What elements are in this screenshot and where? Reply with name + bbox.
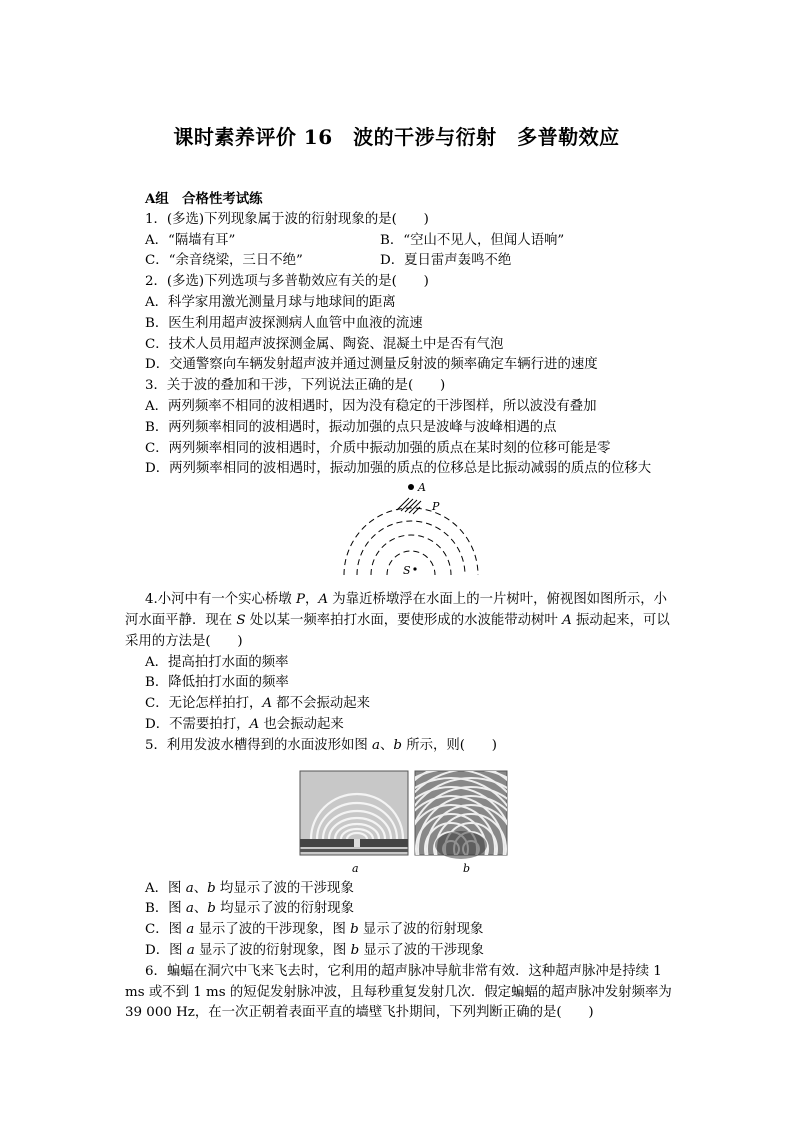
q3-option-a: A．两列频率不相同的波相遇时，因为没有稳定的干涉图样，所以波没有叠加 — [145, 398, 597, 414]
leaf-a-dot — [408, 484, 414, 490]
text-segment: 6．蝙蝠在洞穴中飞来飞去时，它利用的超声脉冲导航非常有效．这种超声脉冲是持续 1 — [145, 963, 662, 979]
italic-variable: b — [350, 942, 360, 958]
italic-variable: A — [249, 716, 260, 732]
q6-line-1 — [125, 962, 685, 983]
italic-variable: A — [318, 592, 329, 608]
ripple-images — [125, 757, 685, 879]
q4-option-b — [125, 673, 685, 694]
q4-line-3 — [125, 632, 685, 653]
text-segment: 、 — [380, 737, 394, 753]
q6-line-2 — [125, 983, 685, 1004]
text-segment: 5．利用发波水槽得到的水面波形如图 — [145, 737, 373, 753]
text-segment: 为靠近桥墩浮在水面上的一片树叶，俯视图如图所示，小 — [328, 592, 668, 608]
text-segment: 显示了波的干涉现象 — [359, 942, 484, 958]
q5-option-b — [125, 899, 685, 920]
group-heading: A组 合格性考试练 — [145, 191, 263, 207]
bridge-pier-figure — [125, 480, 685, 590]
q4-option-c — [125, 694, 685, 715]
text-segment: C．图 — [145, 922, 187, 938]
text-segment: 显示了波的衍射现象 — [358, 922, 484, 938]
pier-hatch — [397, 498, 421, 514]
ripple-tank-figure — [125, 757, 685, 879]
italic-variable: b — [350, 922, 359, 938]
q3-option-b: B．两列频率相同的波相遇时，振动加强的点只是波峰与波峰相遇的点 — [145, 419, 557, 435]
q1-options-row1 — [125, 231, 685, 252]
text-segment: 都不会振动起来 — [272, 696, 371, 712]
italic-variable: b — [207, 901, 216, 917]
italic-variable: A — [562, 612, 572, 628]
q1-option-a: A．“隔墙有耳” — [145, 232, 236, 248]
text-segment: A．提高拍打水面的频率 — [145, 654, 289, 670]
label-a: A — [418, 481, 426, 495]
italic-variable: a — [186, 942, 195, 958]
label-s: S — [403, 564, 411, 578]
text-segment: 振动起来，可以 — [571, 612, 670, 628]
text-segment: ms 或不到 1 ms 的短促发射脉冲波，且每秒重复发射几次．假定蝙蝠的超声脉冲发射频率为 — [125, 984, 672, 1000]
source-s-dot — [413, 568, 416, 571]
q2-option-b: B．医生利用超声波探测病人血管中血液的流速 — [145, 315, 423, 331]
italic-variable: S — [236, 612, 246, 628]
text-segment: 也会振动起来 — [259, 716, 344, 732]
document-body — [125, 189, 685, 1024]
italic-variable: a — [185, 901, 194, 917]
q2-option-c: C．技术人员用超声波探测金属、陶瓷、混凝土中是否有气泡 — [145, 336, 504, 352]
q4-option-d — [125, 715, 685, 736]
text-segment: B．图 — [145, 901, 186, 917]
q3-option-d: D．两列频率相同的波相遇时，振动加强的质点的位移总是比振动减弱的质点的位移大 — [145, 461, 652, 477]
text-segment: 所示，则( ) — [401, 737, 498, 753]
q4-line-2 — [125, 611, 685, 632]
text-segment: 河水面平静．现在 — [125, 612, 237, 628]
text-segment: D．图 — [145, 942, 187, 958]
text-segment: 、 — [193, 901, 208, 917]
text-segment: 39 000 Hz，在一次正朝着表面平直的墙壁飞扑期间，下列判断正确的是( ) — [125, 1005, 594, 1021]
text-segment: 处以某一频率拍打水面，要使形成的水波能带动树叶 — [245, 612, 563, 628]
q2-option-d: D．交通警察向车辆发射超声波并通过测量反射波的频率确定车辆行进的速度 — [145, 357, 598, 373]
text-segment: 、 — [193, 880, 208, 896]
q5-option-c — [125, 920, 685, 941]
image-a-diffraction — [300, 771, 408, 855]
italic-variable: b — [393, 737, 402, 753]
q5-stem — [125, 736, 685, 757]
caption-b: b — [463, 861, 471, 875]
page-title: 课时素养评价 16 波的干涉与衍射 多普勒效应 — [173, 125, 620, 149]
q4-line-1 — [125, 590, 685, 611]
text-segment: C．无论怎样拍打， — [145, 696, 263, 712]
text-segment: 均显示了波的干涉现象 — [215, 880, 354, 896]
text-segment: 显示了波的干涉现象，图 — [194, 922, 351, 938]
q4-option-a — [125, 653, 685, 674]
italic-variable: A — [262, 696, 273, 712]
text-segment: 均显示了波的衍射现象 — [215, 901, 355, 917]
text-segment: ， — [304, 592, 319, 608]
q1-option-c: C．“余音绕梁，三日不绝” — [145, 253, 303, 269]
text-segment: A．图 — [145, 880, 186, 896]
q1-options-row2 — [125, 251, 685, 272]
q3-stem: 3．关于波的叠加和干涉，下列说法正确的是( ) — [145, 378, 446, 394]
q6-line-3 — [125, 1003, 685, 1024]
text-segment: D．不需要拍打， — [145, 716, 250, 732]
text-segment: 显示了波的衍射现象，图 — [194, 942, 351, 958]
q2-option-a: A．科学家用激光测量月球与地球间的距离 — [145, 294, 396, 310]
q1-stem: 1．(多选)下列现象属于波的衍射现象的是( ) — [145, 211, 429, 227]
q1-option-d: D．夏日雷声轰鸣不绝 — [380, 253, 512, 269]
text-segment: B．降低拍打水面的频率 — [145, 675, 289, 691]
text-segment: 4.小河中有一个实心桥墩 — [145, 592, 296, 608]
text-segment: 采用的方法是( ) — [125, 633, 243, 649]
label-p: P — [432, 500, 440, 514]
caption-a: a — [352, 861, 359, 875]
italic-variable: a — [372, 737, 381, 753]
italic-variable: b — [207, 880, 216, 896]
q5-option-a — [125, 879, 685, 900]
q2-stem: 2．(多选)下列选项与多普勒效应有关的是( ) — [145, 274, 429, 290]
italic-variable: a — [185, 880, 194, 896]
italic-variable: P — [295, 592, 305, 608]
q5-option-d — [125, 941, 685, 962]
q3-option-c: C．两列频率相同的波相遇时，介质中振动加强的质点在某时刻的位移可能是零 — [145, 440, 611, 456]
wave-fronts — [344, 508, 478, 575]
italic-variable: a — [186, 922, 195, 938]
q1-option-b: B．“空山不见人，但闻人语响” — [380, 232, 565, 248]
